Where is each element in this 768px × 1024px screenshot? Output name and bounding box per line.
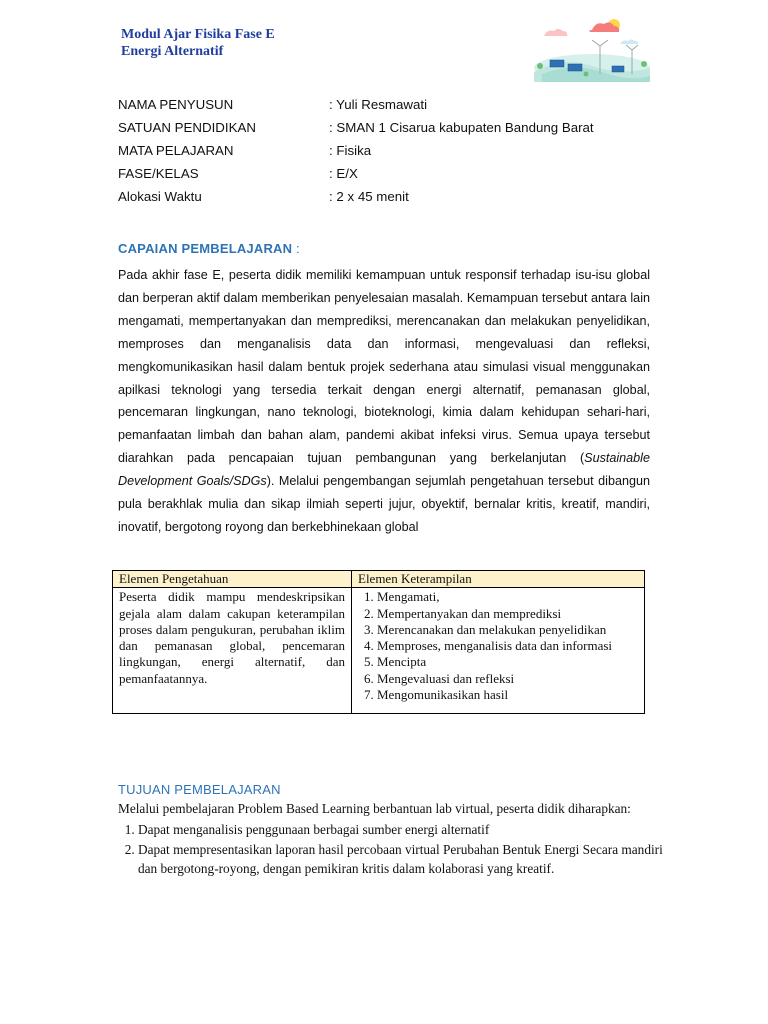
capaian-text-italic: Sustainable Development Goals/SDGs xyxy=(118,451,650,489)
list-item: 1. Dapat menganalisis penggunaan berbagai sumber energi alternatif xyxy=(138,820,678,840)
info-value: : Fisika xyxy=(329,143,372,158)
info-label: SATUAN PENDIDIKAN xyxy=(118,120,256,135)
header-keterampilan: Elemen Keterampilan xyxy=(352,571,645,588)
info-label: FASE/KELAS xyxy=(118,166,199,181)
tujuan-list xyxy=(118,820,678,879)
capaian-paragraph xyxy=(118,264,650,539)
info-value: : SMAN 1 Cisarua kabupaten Bandung Barat xyxy=(329,120,594,135)
keterampilan-list xyxy=(358,589,638,703)
list-item: 3. Merencanakan dan melakukan penyelidikan xyxy=(377,622,638,638)
renewable-energy-illustration xyxy=(532,16,652,82)
list-item: 1. Mengamati, xyxy=(377,589,638,605)
header-pengetahuan: Elemen Pengetahuan xyxy=(113,571,352,588)
info-value: : Yuli Resmawati xyxy=(329,97,428,112)
keterampilan-cell xyxy=(352,588,645,714)
list-item: 4. Memproses, menganalisis data dan informasi xyxy=(377,638,638,654)
capaian-heading xyxy=(118,241,300,256)
table-header-row xyxy=(113,571,645,588)
list-item: 2. Dapat mempresentasikan laporan hasil percobaan virtual Perubahan Bentuk Energi Secara mandiri dan bergotong-royong, dengan pemikiran kritis dalam kolaborasi yang kreatif. xyxy=(138,840,678,879)
capaian-heading-suffix: : xyxy=(292,241,300,256)
list-item: 7. Mengomunikasikan hasil xyxy=(377,687,638,703)
module-title-line1: Modul Ajar Fisika Fase E xyxy=(121,27,275,42)
tujuan-intro: Melalui pembelajaran Problem Based Learning berbantuan lab virtual, peserta didik diharapkan: xyxy=(118,801,631,816)
table-row xyxy=(113,588,645,714)
info-label: Alokasi Waktu xyxy=(118,189,202,204)
tujuan-heading: TUJUAN PEMBELAJARAN xyxy=(118,782,281,797)
capaian-text-before: Pada akhir fase E, peserta didik memiliki kemampuan untuk responsif terhadap isu-isu global dan berperan aktif dalam memberikan penyelesaian masalah. Kemampuan tersebut antara lain mengamati, mempertanyakan dan memprediksi, merencanakan dan melakukan penyelidikan, memproses dan menganalisis data dan informasi, mengevaluasi dan refleksi, mengkomunikasikan hasil dalam bentuk projek sederhana atau simulasi visual menggunakan apilkasi teknologi yang tersedia terkait dengan energi alternatif, pemanasan global, pencemaran lingkungan, nano teknologi, bioteknologi, kimia dalam kehidupan sehari-hari, pemanfaatan limbah dan bahan alam, pandemi akibat infeksi virus. Semua upaya tersebut diarahkan pada pencapaian tujuan pembangunan yang berkelanjutan ( xyxy=(118,268,650,466)
module-title-line2: Energi Alternatif xyxy=(121,44,224,59)
info-value: : E/X xyxy=(329,166,358,181)
module-title xyxy=(121,26,275,60)
info-label: MATA PELAJARAN xyxy=(118,143,234,158)
capaian-heading-text: CAPAIAN PEMBELAJARAN xyxy=(118,241,293,256)
info-label: NAMA PENYUSUN xyxy=(118,97,234,112)
pengetahuan-cell: Peserta didik mampu mendeskripsikan gejala alam dalam cakupan keterampilan proses dalam pengukuran, perubahan iklim dan pemanasan global, pencemaran lingkungan, energi alternatif, dan pemanfaatannya. xyxy=(113,588,352,714)
info-value: : 2 x 45 menit xyxy=(329,189,409,204)
list-item: 5. Mencipta xyxy=(377,654,638,670)
elements-table xyxy=(112,570,645,714)
list-item: 2. Mempertanyakan dan memprediksi xyxy=(377,606,638,622)
capaian-text-after: ). Melalui pengembangan sejumlah pengetahuan tersebut dibangun pula berakhlak mulia dan sikap ilmiah seperti jujur, obyektif, bernalar kritis, kreatif, mandiri, inovatif, bergotong royong dan berkebhinekaan global xyxy=(118,474,650,534)
list-item: 6. Mengevaluasi dan refleksi xyxy=(377,671,638,687)
